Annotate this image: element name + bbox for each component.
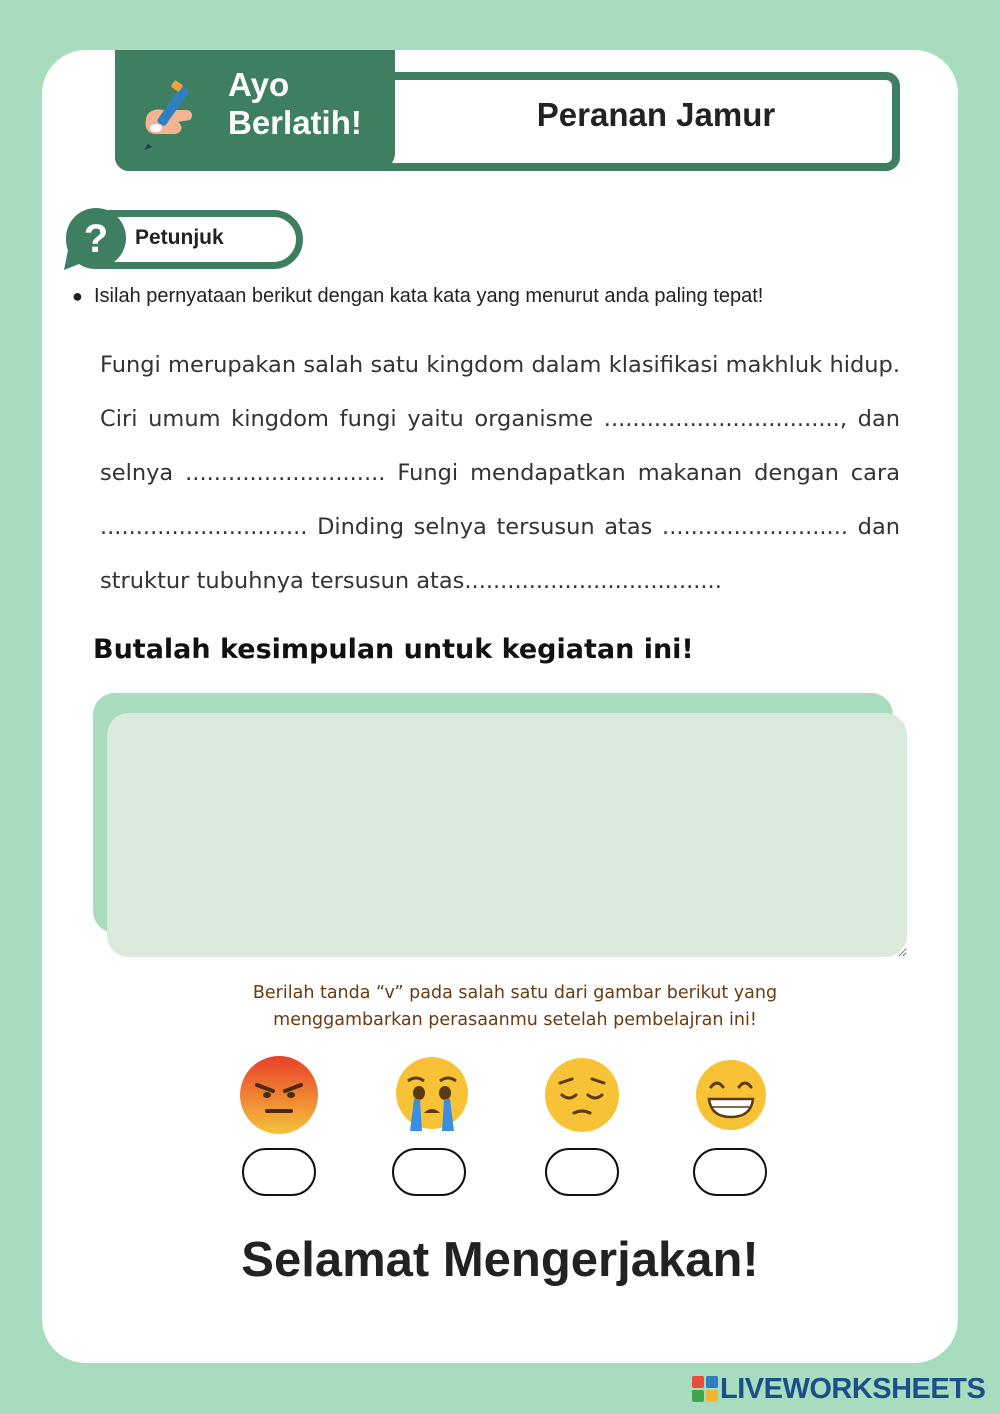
feeling-checkbox-crying[interactable] [392,1148,466,1196]
conclusion-answer-input[interactable] [107,713,907,957]
crying-face-icon [392,1055,472,1135]
topic-title: Peranan Jamur [536,96,776,133]
liveworksheets-logo [692,1374,985,1404]
instruction-item [72,285,952,308]
conclusion-title: Butalah kesimpulan untuk kegiatan ini! [93,634,694,665]
bullet-icon: ● [72,286,83,306]
header-tab-line1: Ayo [228,66,290,103]
petunjuk-label: Petunjuk [135,226,224,249]
feeling-prompt [200,980,830,1034]
feeling-checkbox-grinning[interactable] [693,1148,767,1196]
question-glyph: ? [83,217,109,261]
grinning-face-icon [691,1055,771,1135]
instruction-text: Isilah pernyataan berikut dengan kata kata yang menurut anda paling tepat! [94,285,764,307]
closing-message: Selamat Mengerjakan! [241,1233,759,1287]
feeling-checkbox-pensive[interactable] [545,1148,619,1196]
feeling-checkbox-angry[interactable] [242,1148,316,1196]
liveworksheets-text: LIVEWORKSHEETS [720,1372,986,1405]
question-bubble-icon [62,208,128,272]
fill-in-paragraph: Fungi merupakan salah satu kingdom dalam klasifikasi makhluk hidup. Ciri umum kingdom fungi yaitu organisme ................................., dan selnya ............................ Fungi mendapatkan makanan dengan cara ............................. Dinding selnya tersusun atas .......................... dan struktur tubuhnya tersusun atas.................................... [100,352,900,594]
header-tab-title [228,66,388,142]
writing-hand-icon [138,80,210,152]
feeling-prompt-line2: menggambarkan perasaanmu setelah pembelajran ini! [273,1010,757,1030]
feeling-prompt-line1: Berilah tanda “v” pada salah satu dari gambar berikut yang [252,983,778,1003]
angry-face-icon [239,1055,319,1135]
liveworksheets-logo-icon [692,1376,718,1402]
header-tab-line2: Berlatih! [228,104,362,141]
pensive-face-icon [542,1055,622,1135]
